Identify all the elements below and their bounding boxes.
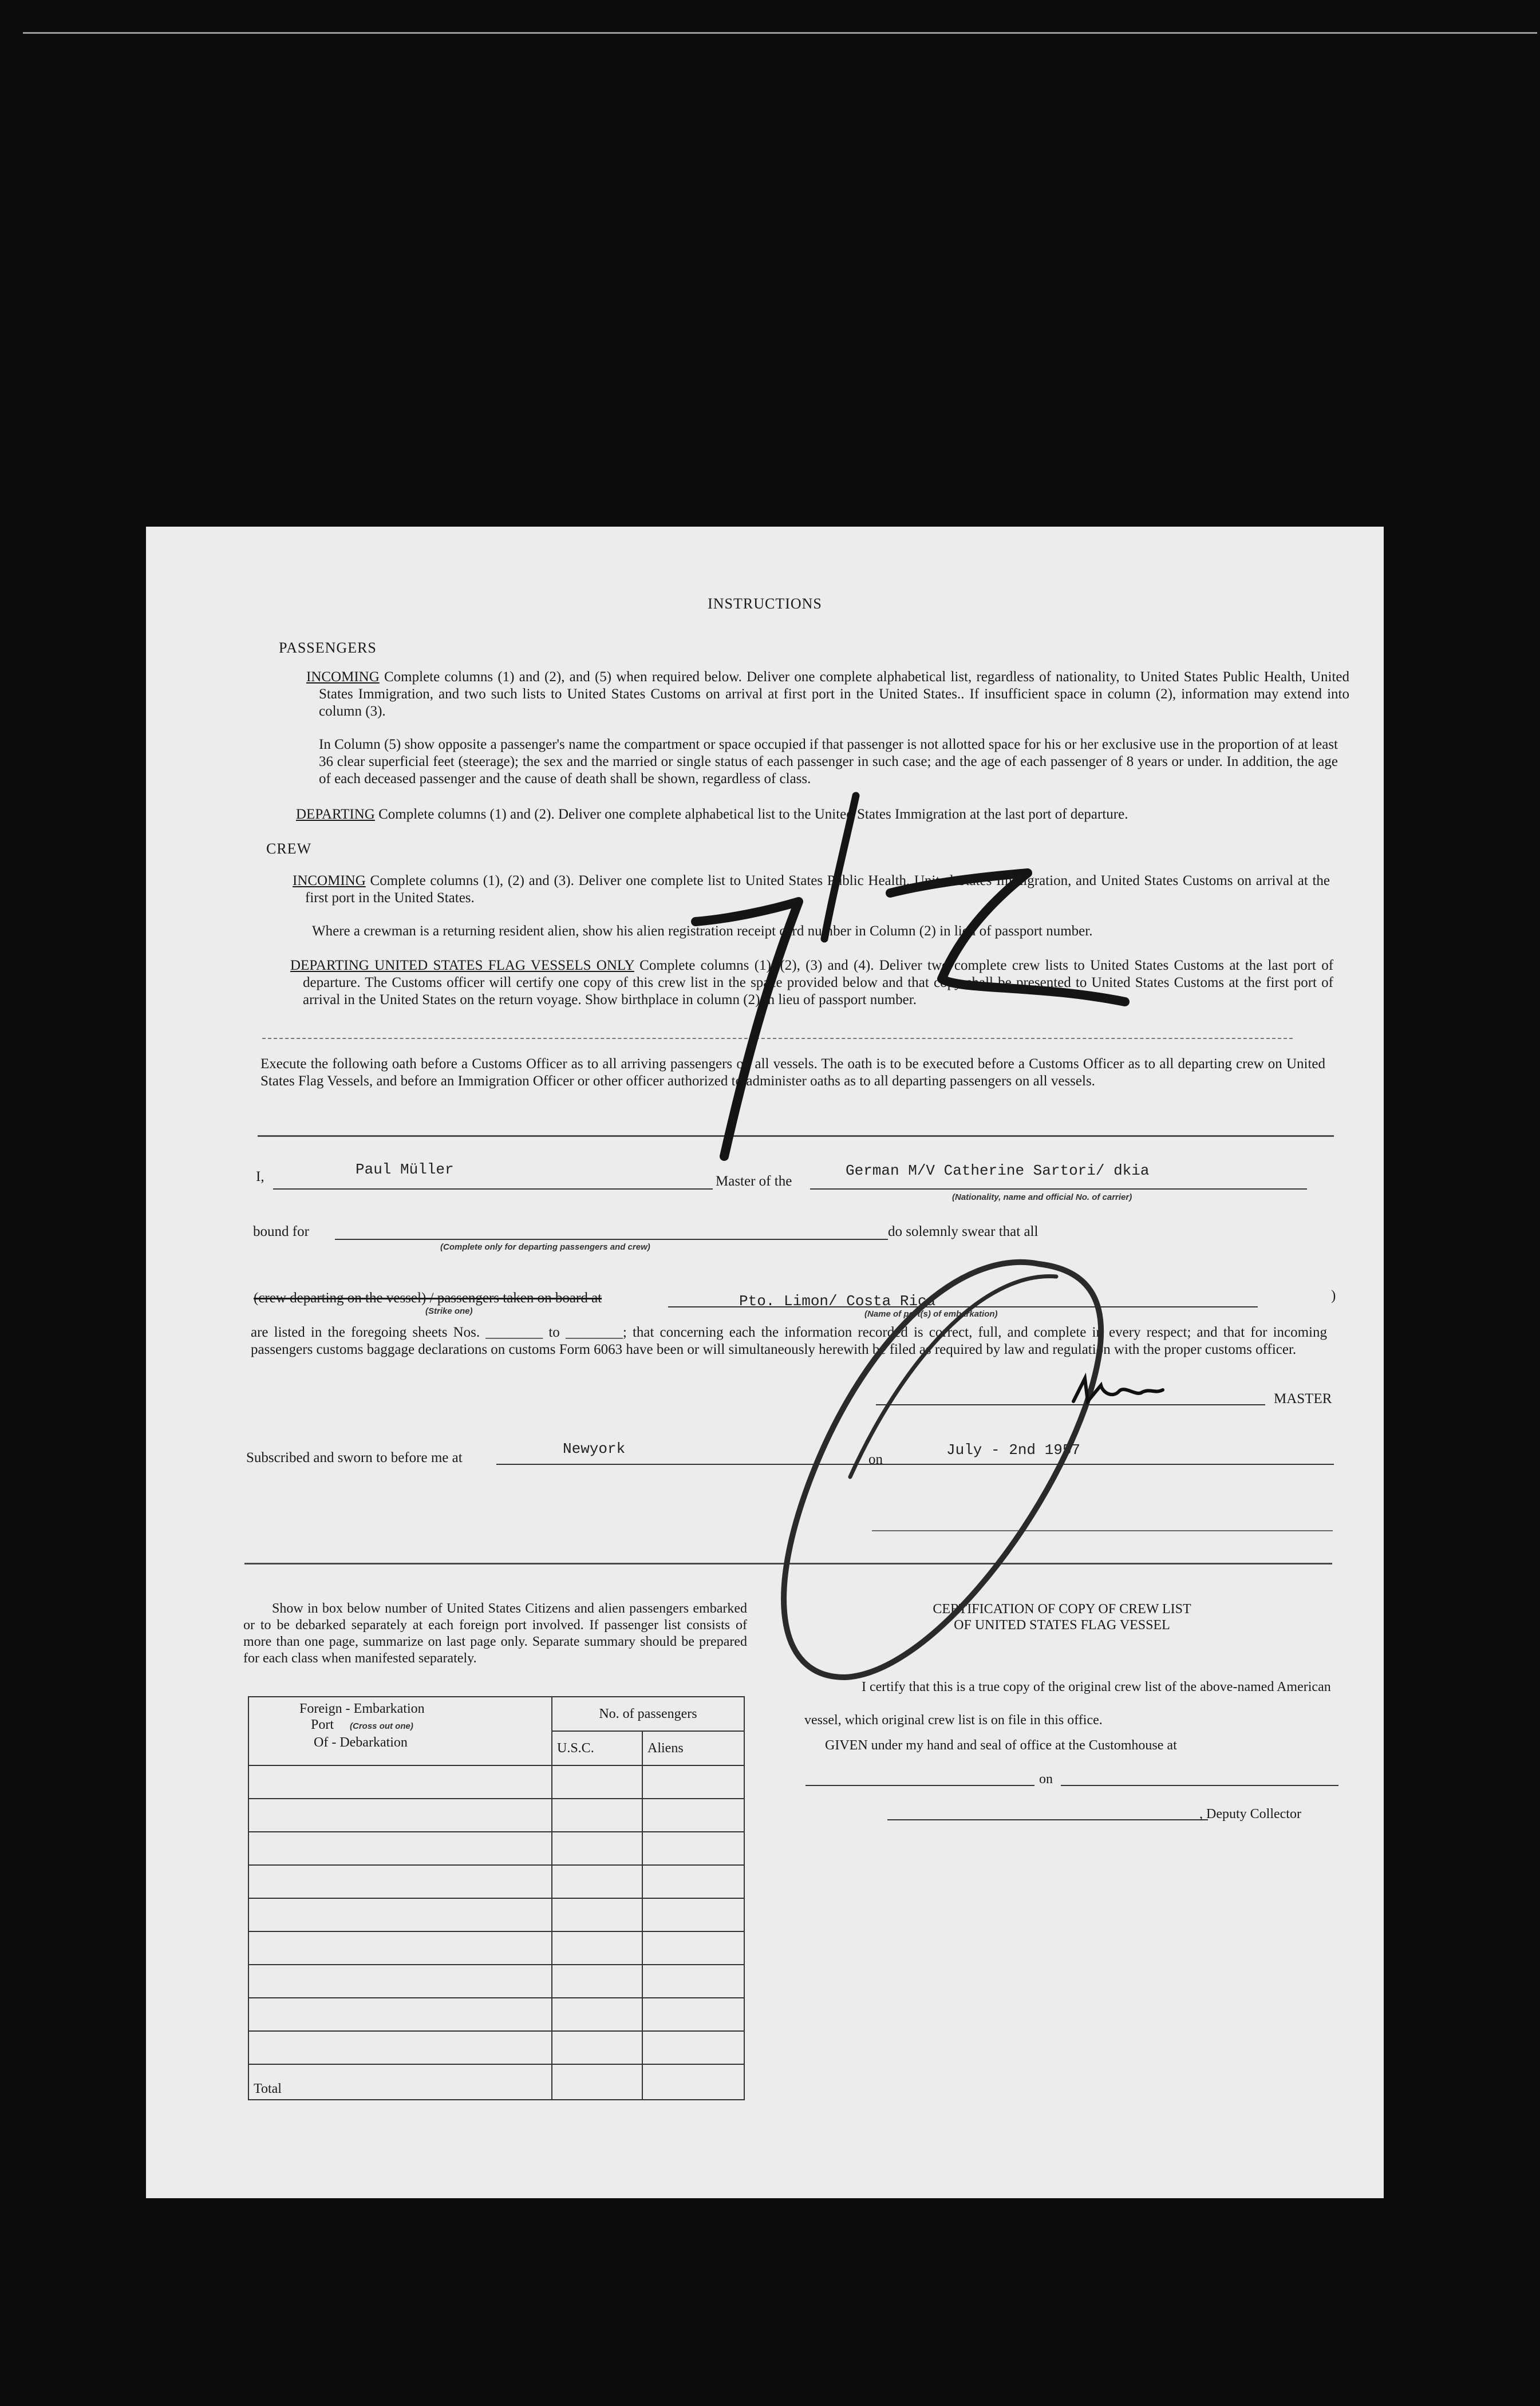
certification-title-line-1: CERTIFICATION OF COPY OF CREW LIST (933, 1602, 1191, 1617)
passengers-incoming-text: Complete columns (1) and (2), and (5) when required below. Deliver one complete alphabetical list, regardless of nationality, to United States Public Health, United States Immigration, and two such lists to United States Customs on arrival at first port in the United States.. If insufficient space in column (2), information may extend into column (3). (319, 669, 1349, 719)
usc-cell[interactable] (552, 1931, 642, 1965)
oath-i-label: I, (256, 1169, 264, 1184)
port-cell[interactable] (248, 1799, 552, 1832)
vessel-field[interactable]: German M/V Catherine Sartori/ dkia (846, 1162, 1150, 1179)
on-label: on (868, 1452, 883, 1467)
aliens-cell[interactable] (642, 2031, 744, 2064)
strike-caption: (Strike one) (425, 1306, 473, 1316)
certification-title-line-2: OF UNITED STATES FLAG VESSEL (954, 1618, 1170, 1633)
deputy-collector-label: , Deputy Collector (1199, 1807, 1301, 1822)
passengers-incoming-label: INCOMING (306, 669, 380, 685)
bound-for-label: bound for (253, 1224, 309, 1239)
usc-cell[interactable] (552, 1832, 642, 1865)
usc-cell[interactable] (552, 1765, 642, 1799)
deputy-collector-line[interactable] (887, 1819, 1208, 1820)
strike-text: (crew departing on the vessel) / passengers taken on board at (254, 1290, 602, 1306)
table-row (248, 1832, 744, 1865)
embark-port-field[interactable]: Pto. Limon/ Costa Rica (739, 1293, 936, 1310)
port-header-line-3: Of - Debarkation (314, 1735, 408, 1750)
port-cell[interactable] (248, 1832, 552, 1865)
table-row (248, 1965, 744, 1998)
divider (262, 1038, 1293, 1039)
usc-cell[interactable] (552, 1998, 642, 2031)
passengers-column-header: No. of passengers (552, 1697, 744, 1731)
aliens-cell[interactable] (642, 1931, 744, 1965)
table-row (248, 1865, 744, 1898)
passengers-incoming-paragraph (306, 669, 1349, 720)
port-cell[interactable] (248, 1965, 552, 1998)
blank-line (872, 1530, 1333, 1531)
table-header-row (248, 1697, 744, 1731)
port-cell[interactable] (248, 1931, 552, 1965)
port-header-line-2 (254, 1717, 547, 1735)
total-label: Total (248, 2064, 552, 2100)
sworn-place-field[interactable]: Newyork (563, 1440, 626, 1457)
usc-cell[interactable] (552, 1898, 642, 1931)
oath-listed-paragraph: are listed in the foregoing sheets Nos. ________ to ________; that concerning each the information recorded is correct, full, and complete in every respect; and that for incoming passengers customs baggage declarations on customs Form 6063 have been or will simultaneously herewith be filed as required by law and regulation with the proper customs officer. (251, 1325, 1327, 1357)
sworn-date-field[interactable]: July - 2nd 1957 (946, 1441, 1081, 1459)
table-row (248, 1931, 744, 1965)
crew-departing-text: Complete columns (1), (2), (3) and (4). Deliver two complete crew lists to United States Customs at the last port of departure. The Customs officer will certify one copy of this crew list in the space provided below and that copy shall be presented to United States Customs at the first port of arrival in the United States on the return voyage. Show birthplace in column (2) in lieu of passport number. (303, 958, 1334, 1008)
subscribed-label: Subscribed and sworn to before me at (246, 1450, 463, 1465)
aliens-cell[interactable] (642, 1765, 744, 1799)
usc-column-header: U.S.C. (552, 1731, 642, 1765)
master-label: MASTER (1274, 1391, 1332, 1407)
port-column-header (248, 1697, 552, 1765)
bound-for-line[interactable] (335, 1239, 888, 1240)
passengers-heading: PASSENGERS (279, 639, 377, 656)
aliens-cell[interactable] (642, 1965, 744, 1998)
total-row (248, 2064, 744, 2100)
embark-caption: (Name of port(s) of embarkation) (864, 1309, 998, 1319)
passenger-summary-table (248, 1696, 745, 2100)
usc-cell[interactable] (552, 2031, 642, 2064)
usc-total-cell[interactable] (552, 2064, 642, 2100)
passengers-column5-paragraph: In Column (5) show opposite a passenger's name the compartment or space occupied if that passenger is not allotted space for his or her exclusive use in the proportion of at least 36 clear superficial feet (steerage); the sex and the married or single status of each passenger in such case; and the age of each passenger of 8 years or under. In addition, the age of each deceased passenger and the cause of death shall be shown, regardless of class. (319, 737, 1338, 787)
passengers-departing-label: DEPARTING (296, 807, 375, 822)
certification-on-label: on (1039, 1772, 1053, 1787)
certification-date-line[interactable] (1061, 1785, 1338, 1786)
usc-cell[interactable] (552, 1965, 642, 1998)
table-row (248, 1898, 744, 1931)
bound-for-caption: (Complete only for departing passengers and crew) (440, 1242, 650, 1252)
table-row (248, 1799, 744, 1832)
table-row (248, 1998, 744, 2031)
table-row (248, 2031, 744, 2064)
strike-line (254, 1290, 803, 1306)
passengers-departing-paragraph (296, 806, 1344, 823)
aliens-cell[interactable] (642, 1799, 744, 1832)
aliens-cell[interactable] (642, 1898, 744, 1931)
summary-instructions: Show in box below number of United States Citizens and alien passengers embarked or to be debarked separately at each foreign port involved. If passenger list consists of more than one page, summarize on last page only. Separate summary should be prepared for each class when manifested separately. (243, 1601, 747, 1666)
swear-label: do solemnly swear that all (888, 1224, 1038, 1239)
master-name-line (273, 1188, 713, 1190)
port-label: Port (311, 1717, 334, 1732)
crew-incoming-paragraph (293, 872, 1330, 907)
certification-text: I certify that this is a true copy of the original crew list of the above-named American vessel, which original crew list is on file in this office. (804, 1680, 1331, 1728)
aliens-column-header: Aliens (642, 1731, 744, 1765)
port-cell[interactable] (248, 1898, 552, 1931)
port-cell[interactable] (248, 1865, 552, 1898)
crew-returning-paragraph: Where a crewman is a returning resident alien, show his alien registration receipt card number in Column (2) in lieu of passport number. (312, 923, 1093, 939)
port-cell[interactable] (248, 2031, 552, 2064)
crew-heading: CREW (266, 840, 312, 857)
usc-cell[interactable] (552, 1799, 642, 1832)
crew-list-form-page (146, 527, 1384, 2198)
crew-departing-paragraph (290, 957, 1333, 1009)
customhouse-line[interactable] (805, 1785, 1034, 1786)
master-name-field[interactable]: Paul Müller (356, 1161, 454, 1178)
close-paren: ) (1331, 1288, 1336, 1303)
passengers-departing-text: Complete columns (1) and (2). Deliver one complete alphabetical list to the United States Immigration at the last port of departure. (378, 807, 1128, 822)
master-signature-mark (1073, 1378, 1163, 1401)
port-header-line-1: Foreign - Embarkation (299, 1701, 425, 1716)
master-of-label: Master of the (716, 1174, 792, 1189)
port-cell[interactable] (248, 1765, 552, 1799)
vessel-caption: (Nationality, name and official No. of carrier) (952, 1192, 1132, 1202)
oath-intro: Execute the following oath before a Customs Officer as to all arriving passengers on all vessels. The oath is to be executed before a Customs Officer as to all departing crew on United States Flag Vessels, and before an Immigration Officer or other officer authorized to administer oaths as to all departing passengers on all vessels. (260, 1056, 1325, 1089)
aliens-cell[interactable] (642, 1832, 744, 1865)
table-row (248, 1765, 744, 1799)
port-strike-caption: (Cross out one) (350, 1721, 413, 1731)
crew-departing-label: DEPARTING UNITED STATES FLAG VESSELS ONLY (290, 958, 634, 973)
usc-cell[interactable] (552, 1865, 642, 1898)
divider (258, 1135, 1334, 1137)
vessel-line (810, 1188, 1307, 1190)
divider (244, 1563, 1332, 1565)
crew-incoming-text: Complete columns (1), (2) and (3). Deliver one complete list to United States Public Health, United States Immigration, and United States Customs on arrival at the first port in the United States. (305, 873, 1330, 906)
aliens-cell[interactable] (642, 1998, 744, 2031)
page-title: INSTRUCTIONS (708, 595, 822, 612)
master-signature-line[interactable] (876, 1404, 1265, 1405)
certification-title (902, 1601, 1222, 1633)
aliens-cell[interactable] (642, 1865, 744, 1898)
crew-incoming-label: INCOMING (293, 873, 366, 888)
sworn-date-line (896, 1464, 1334, 1465)
certification-given-text: GIVEN under my hand and seal of office at the Customhouse at (825, 1738, 1177, 1753)
aliens-total-cell[interactable] (642, 2064, 744, 2100)
scan-border-line (23, 32, 1537, 34)
port-cell[interactable] (248, 1998, 552, 2031)
